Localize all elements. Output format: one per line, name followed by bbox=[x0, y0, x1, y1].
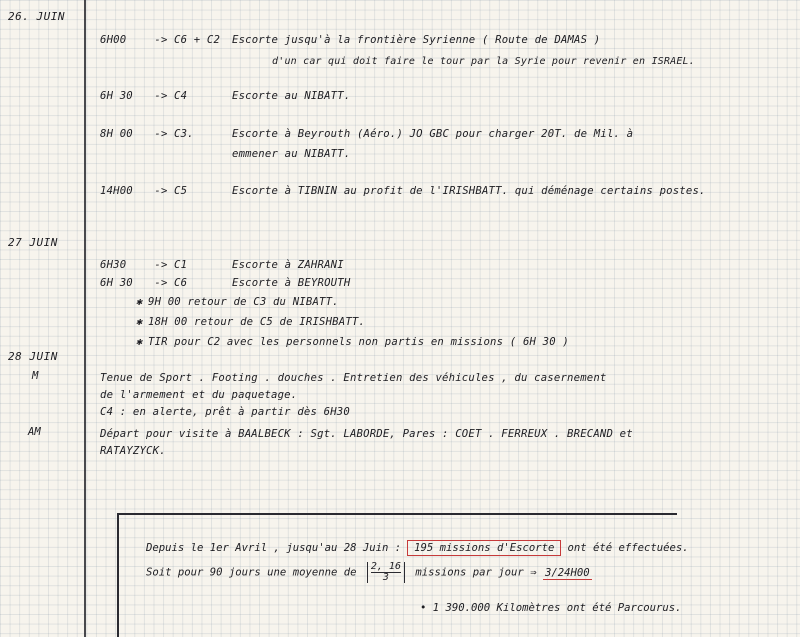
session-line: RATAYZYCK. bbox=[100, 445, 166, 457]
unit: C5 bbox=[174, 185, 188, 197]
date-28-juin: 28 JUIN bbox=[8, 350, 58, 363]
fraction-numerator: 2, 16 bbox=[370, 561, 401, 572]
entry-text: Escorte à BEYROUTH bbox=[232, 277, 351, 289]
time: 14H00 bbox=[100, 185, 133, 197]
unit: C3. bbox=[174, 128, 194, 140]
fraction-denominator: 3 bbox=[382, 572, 389, 583]
missions-count-highlight: 195 missions d'Escorte bbox=[407, 540, 561, 556]
arrow-symbol: -> bbox=[154, 34, 168, 46]
entry-line bbox=[100, 185, 706, 197]
entry-text: Escorte jusqu'à la frontière Syrienne ( Route de DAMAS ) bbox=[232, 34, 601, 46]
summary-box-left-border bbox=[117, 513, 119, 637]
arrow-symbol: -> bbox=[154, 259, 168, 271]
entry-line bbox=[100, 128, 633, 140]
entry-text: Escorte au NIBATT. bbox=[232, 90, 351, 102]
daily-rate-highlight: 3/24H00 bbox=[544, 566, 590, 579]
summary-line-1 bbox=[146, 540, 689, 556]
entry-text: Escorte à ZAHRANI bbox=[232, 259, 344, 271]
entry-line bbox=[100, 90, 350, 102]
summary-suffix: ont été effectuées. bbox=[567, 542, 689, 554]
entry-line bbox=[100, 277, 350, 289]
average-fraction bbox=[367, 562, 405, 583]
double-arrow-icon: ⇒ bbox=[530, 566, 537, 579]
time: 6H00 bbox=[100, 34, 127, 46]
session-line: C4 : en alerte, prêt à partir dès 6H30 bbox=[100, 406, 350, 418]
session-label-morning: M bbox=[32, 370, 39, 382]
time: 8H 00 bbox=[100, 128, 133, 140]
entry-text: Escorte à TIBNIN au profit de l'IRISHBATT. qui déménage certains postes. bbox=[232, 185, 706, 197]
arrow-symbol: -> bbox=[154, 90, 168, 102]
kilometres-text: 1 390.000 Kilomètres ont été Parcourus. bbox=[432, 602, 682, 614]
unit: C6 bbox=[174, 277, 188, 289]
asterisk-icon: ✱ bbox=[135, 336, 143, 348]
summary-prefix: Depuis le 1er Avril , jusqu'au 28 Juin : bbox=[146, 542, 402, 554]
time: 6H 30 bbox=[100, 90, 133, 102]
summary-box-top-border bbox=[117, 513, 677, 515]
bullet-dot-icon: • bbox=[420, 602, 427, 614]
entry-line bbox=[100, 259, 344, 271]
arrow-symbol: -> bbox=[154, 128, 168, 140]
session-line: Départ pour visite à BAALBECK : Sgt. LABORDE, Pares : COET . FERREUX . BRECAND et bbox=[100, 428, 633, 440]
note-line bbox=[130, 316, 365, 328]
note-text: TIR pour C2 avec les personnels non partis en missions ( 6H 30 ) bbox=[148, 336, 569, 348]
unit: C1 bbox=[174, 259, 188, 271]
entry-line-continued: d'un car qui doit faire le tour par la Syrie pour revenir en ISRAEL. bbox=[272, 56, 695, 67]
unit: C4 bbox=[174, 90, 188, 102]
entry-text: Escorte à Beyrouth (Aéro.) JO GBC pour charger 20T. de Mil. à bbox=[232, 128, 634, 140]
time: 6H 30 bbox=[100, 277, 133, 289]
time: 6H30 bbox=[100, 259, 127, 271]
summary-line-2 bbox=[146, 562, 592, 583]
session-line: Tenue de Sport . Footing . douches . Entretien des véhicules , du casernement bbox=[100, 372, 607, 384]
unit: C6 + C2 bbox=[174, 34, 221, 46]
arrow-symbol: -> bbox=[154, 185, 168, 197]
summary-prefix: Soit pour 90 jours une moyenne de bbox=[146, 566, 357, 579]
session-line: de l'armement et du paquetage. bbox=[100, 389, 298, 401]
asterisk-icon: ✱ bbox=[135, 316, 143, 328]
arrow-symbol: -> bbox=[154, 277, 168, 289]
note-line bbox=[130, 296, 339, 308]
note-text: 9H 00 retour de C3 du NIBATT. bbox=[148, 296, 339, 308]
note-text: 18H 00 retour de C5 de IRISHBATT. bbox=[148, 316, 366, 328]
date-27-juin: 27 JUIN bbox=[8, 236, 58, 249]
entry-line-continued: emmener au NIBATT. bbox=[232, 148, 351, 160]
entry-line bbox=[100, 34, 600, 46]
date-26-juin: 26. JUIN bbox=[8, 10, 65, 23]
margin-line bbox=[84, 0, 86, 637]
summary-line-3 bbox=[420, 602, 682, 614]
asterisk-icon: ✱ bbox=[135, 296, 143, 308]
session-label-afternoon: AM bbox=[28, 426, 41, 438]
summary-mid: missions par jour bbox=[415, 566, 524, 579]
note-line bbox=[130, 336, 569, 348]
